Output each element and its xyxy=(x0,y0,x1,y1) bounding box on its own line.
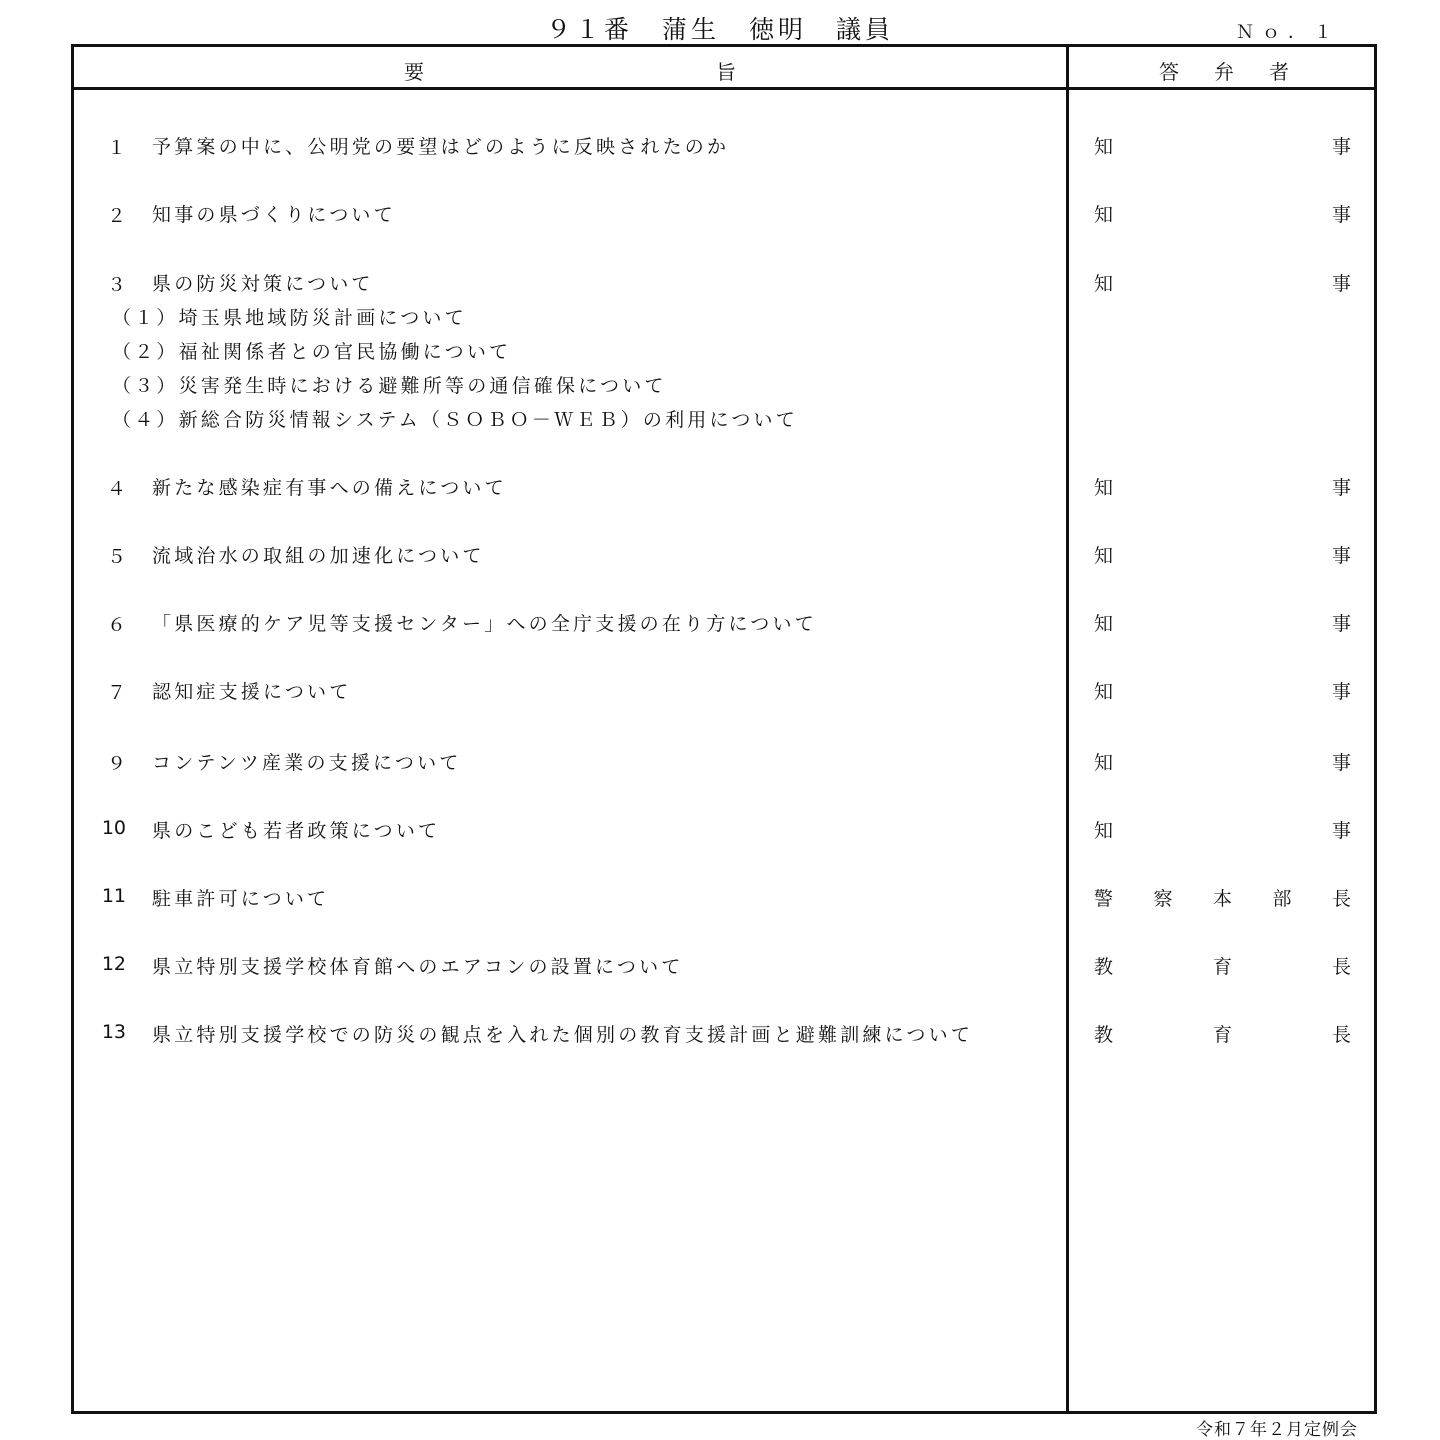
respondent xyxy=(1094,200,1351,227)
question-item xyxy=(74,880,1374,914)
question-text: 県立特別支援学校体育館へのエアコンの設置について xyxy=(152,956,684,978)
sub-item xyxy=(74,401,1374,435)
question-text: 駐車許可について xyxy=(152,888,330,910)
respondent-char: 事 xyxy=(1331,752,1351,774)
respondent xyxy=(1094,473,1351,500)
question-item xyxy=(74,948,1374,982)
respondent-char: 長 xyxy=(1331,1024,1351,1046)
page-title: ９１番 蒲生 徳明 議員 xyxy=(545,15,894,44)
respondent-char: 知 xyxy=(1094,752,1114,774)
question-text: 知事の県づくりについて xyxy=(152,204,396,226)
question-number: 10 xyxy=(101,817,126,839)
respondent-char: 教 xyxy=(1094,1024,1114,1046)
respondent-char: 知 xyxy=(1094,681,1114,703)
respondent xyxy=(1094,1020,1351,1047)
respondent-char: 事 xyxy=(1331,136,1351,158)
sub-item xyxy=(74,299,1374,333)
question-item xyxy=(74,812,1374,846)
question-item xyxy=(74,744,1374,778)
respondent-char: 知 xyxy=(1094,820,1114,842)
question-table xyxy=(71,44,1377,1414)
respondent-char: 育 xyxy=(1212,956,1232,978)
respondent-char: 知 xyxy=(1094,613,1114,635)
respondent xyxy=(1094,541,1351,568)
respondent-char: 知 xyxy=(1094,273,1114,295)
respondent-char: 知 xyxy=(1094,477,1114,499)
question-text: 県立特別支援学校での防災の観点を入れた個別の教育支援計画と避難訓練について xyxy=(152,1024,974,1046)
column-divider xyxy=(1066,47,1069,1411)
question-text: 県の防災対策について xyxy=(152,273,374,295)
question-item xyxy=(74,605,1374,639)
respondent xyxy=(1094,609,1351,636)
question-number: 11 xyxy=(101,885,126,907)
question-item xyxy=(74,469,1374,503)
question-number: ５ xyxy=(106,546,126,568)
respondent-char: 事 xyxy=(1331,273,1351,295)
question-item xyxy=(74,673,1374,707)
respondent xyxy=(1094,677,1351,704)
header-respondent-char: 弁 xyxy=(1214,60,1234,84)
sub-item-text: （２）福祉関係者との官民協働について xyxy=(112,341,512,363)
sub-item xyxy=(74,367,1374,401)
question-number: ２ xyxy=(106,205,126,227)
respondent-char: 知 xyxy=(1094,545,1114,567)
respondent-char: 事 xyxy=(1331,477,1351,499)
respondent-char: 事 xyxy=(1331,613,1351,635)
respondent-char: 知 xyxy=(1094,136,1114,158)
question-number: ６ xyxy=(106,614,126,636)
question-text: 認知症支援について xyxy=(152,681,352,703)
respondent-char: 長 xyxy=(1331,956,1351,978)
header-respondent xyxy=(1159,56,1289,85)
question-text: 予算案の中に、公明党の要望はどのように反映されたのか xyxy=(152,136,730,158)
question-number: ４ xyxy=(106,478,126,500)
question-number: ７ xyxy=(106,682,126,704)
header-summary-b: 旨 xyxy=(716,60,736,84)
respondent-char: 本 xyxy=(1212,888,1232,910)
question-item xyxy=(74,128,1374,162)
respondent-char: 部 xyxy=(1272,888,1292,910)
header-respondent-char: 答 xyxy=(1159,60,1179,84)
question-text: 流域治水の取組の加速化について xyxy=(152,545,485,567)
respondent-char: 事 xyxy=(1331,204,1351,226)
question-item xyxy=(74,265,1374,299)
question-number: 13 xyxy=(101,1021,126,1043)
respondent xyxy=(1094,884,1351,911)
header-respondent-char: 者 xyxy=(1269,60,1289,84)
respondent-char: 長 xyxy=(1331,888,1351,910)
respondent-char: 育 xyxy=(1212,1024,1232,1046)
sub-item-text: （４）新総合防災情報システム（ＳＯＢＯ－ＷＥＢ）の利用について xyxy=(112,409,798,431)
question-number: １ xyxy=(106,137,126,159)
header-divider xyxy=(74,87,1374,90)
respondent xyxy=(1094,816,1351,843)
session-label: 令和７年２月定例会 xyxy=(1196,1420,1358,1440)
sub-item-text: （１）埼玉県地域防災計画について xyxy=(112,307,467,329)
question-number: 12 xyxy=(101,953,126,975)
respondent-char: 知 xyxy=(1094,204,1114,226)
respondent xyxy=(1094,748,1351,775)
sub-item xyxy=(74,333,1374,367)
question-item xyxy=(74,1016,1374,1050)
question-number: ９ xyxy=(106,753,126,775)
respondent-char: 教 xyxy=(1094,956,1114,978)
question-text: 県のこども若者政策について xyxy=(152,820,441,842)
sub-item-text: （３）災害発生時における避難所等の通信確保について xyxy=(112,375,667,397)
question-number: ３ xyxy=(106,274,126,296)
question-text: コンテンツ産業の支援について xyxy=(152,752,462,774)
question-text: 新たな感染症有事への備えについて xyxy=(152,477,507,499)
respondent-char: 警 xyxy=(1094,888,1114,910)
respondent xyxy=(1094,952,1351,979)
respondent xyxy=(1094,269,1351,296)
question-item xyxy=(74,537,1374,571)
respondent-char: 事 xyxy=(1331,820,1351,842)
respondent xyxy=(1094,132,1351,159)
respondent-char: 事 xyxy=(1331,681,1351,703)
respondent-char: 事 xyxy=(1331,545,1351,567)
document-number: Ｎｏ．１ xyxy=(1236,22,1340,43)
header-summary-a: 要 xyxy=(404,60,424,84)
question-text: 「県医療的ケア児等支援センター」への全庁支援の在り方について xyxy=(152,613,817,635)
question-item xyxy=(74,196,1374,230)
respondent-char: 察 xyxy=(1153,888,1173,910)
